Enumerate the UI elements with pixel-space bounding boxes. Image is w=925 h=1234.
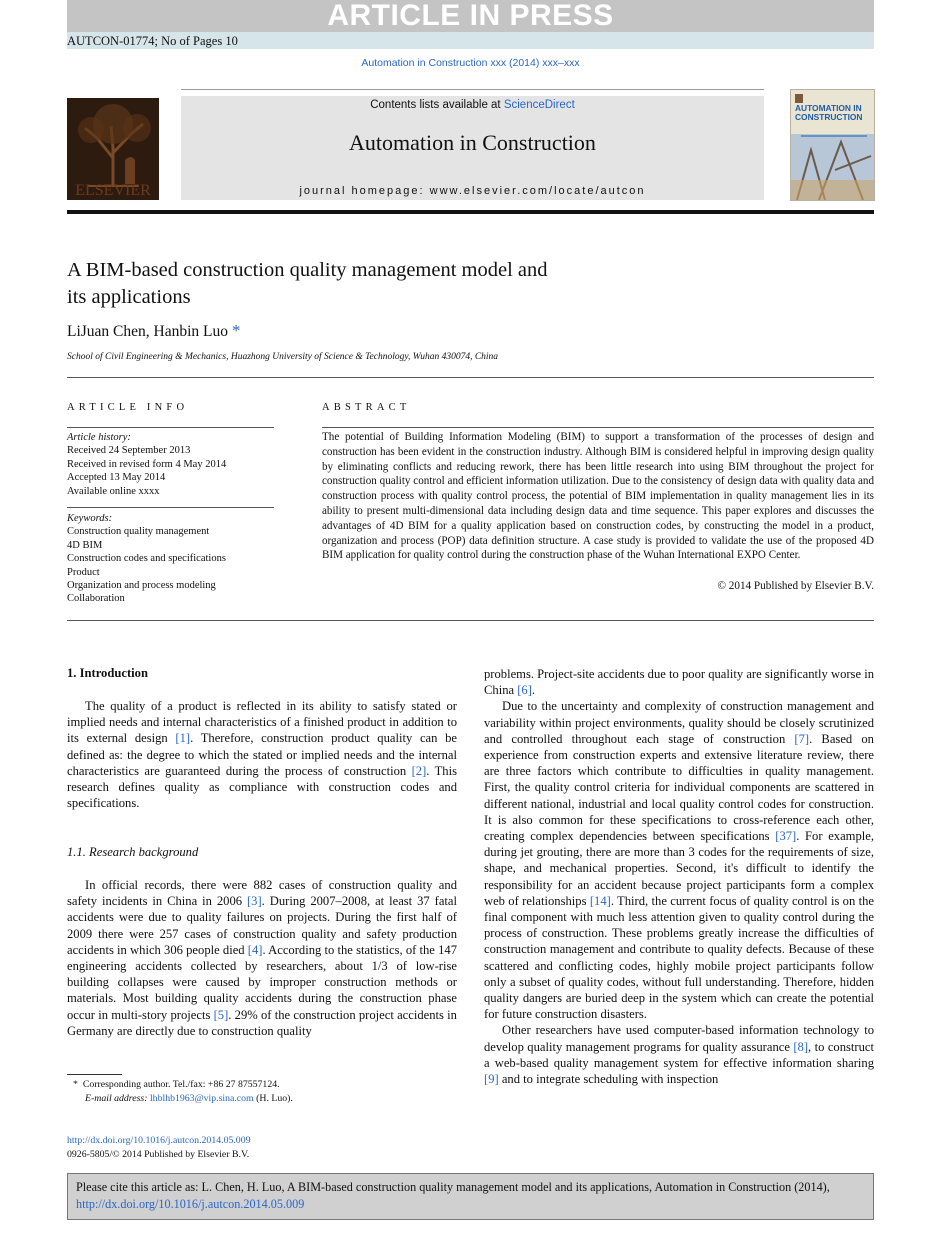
journal-title: Automation in Construction: [349, 130, 596, 155]
keyword: Organization and process modeling: [67, 580, 216, 592]
abstract-rule: [322, 427, 874, 428]
history-online: Available online xxxx: [67, 485, 160, 497]
keyword: Construction codes and specifications: [67, 553, 226, 565]
author-list: [67, 321, 240, 341]
intro-paragraph: The quality of a product is reflected in its ability to satisfy stated or implied needs and internal characteristics of a finished product in addition to its external design [1]. Therefore, construction product quality can be defined as: the degree to which the stated or implied needs and the internal characteristics are guaranteed during the process of construction [2]. This research defines quality as compliance with construction codes and specifications.: [67, 699, 457, 811]
right-column-text: [484, 666, 874, 1087]
cite-doi-link[interactable]: http://dx.doi.org/10.1016/j.autcon.2014.05.009: [76, 1196, 305, 1211]
citation-link[interactable]: [2]: [411, 763, 427, 778]
article-title: A BIM-based construction quality management model and its applications: [67, 259, 548, 308]
paragraph-other-research: Other researchers have used computer-based information technology to develop quality management programs for quality assurance [8], to construct a web-based quality management system for effective information sharing [9] and to integrate scheduling with inspection: [484, 1023, 874, 1087]
title-divider: [67, 377, 874, 378]
header-thick-rule: [67, 210, 874, 214]
citation-link[interactable]: [9]: [484, 1072, 499, 1087]
history-revised: Received in revised form 4 May 2014: [67, 458, 227, 470]
author-email-link[interactable]: lhblhb1963@vip.sina.com: [149, 1092, 254, 1104]
abstract-text: The potential of Building Information Modeling (BIM) to support a transformation of the processes of design and construction has been evident in the construction industry. Although BIM is considered helpful in improving design quality by eliminating conflicts and reducing rework, there has been little research into using BIM throughout the project for construction quality control and efficient information utilization. Due to the consistency of design data with quality data and construction process with quality control process, the potential of BIM implementation in quality management lies in its ability to present multi-dimensional data including design data and time sequence. This paper explores and discusses the advantages of 4D BIM for a quality application based on construction codes, by constructing the model in a product, organization and process (POP) data definition structure. A case study is provided to validate the use of the proposed 4D BIM application for quality control during the construction phase of the Wuhan International EXPO Center.: [322, 431, 874, 562]
front-matter-divider: [67, 620, 874, 621]
cite-text: Please cite this article as: L. Chen, H. Luo, A BIM-based construction quality management model and its applications, Automation in Construction (2014),: [76, 1180, 830, 1194]
issn-line: 0926-5805/© 2014 Published by Elsevier B.V.: [67, 1148, 250, 1160]
citation-link[interactable]: [37]: [775, 829, 797, 844]
corresponding-author-mark[interactable]: *: [231, 321, 241, 340]
citation-link[interactable]: [3]: [246, 894, 262, 909]
abstract-heading: ABSTRACT: [322, 402, 411, 413]
citation-link[interactable]: [4]: [247, 942, 263, 957]
affiliation: School of Civil Engineering & Mechanics, Huazhong University of Science & Technology, Wuhan 430074, China: [67, 352, 499, 362]
subsection-heading-research-background: 1.1. Research background: [67, 845, 199, 859]
elsevier-wordmark: ELSEVIER: [75, 182, 151, 199]
article-in-press-banner: ARTICLE IN PRESS: [67, 0, 874, 32]
keywords-label: Keywords:: [67, 513, 113, 524]
article-info-heading: ARTICLE INFO: [67, 402, 189, 413]
history-accepted: Accepted 13 May 2014: [67, 472, 166, 484]
keyword: 4D BIM: [67, 539, 103, 551]
journal-cover-thumbnail[interactable]: [790, 89, 875, 201]
cover-title: AUTOMATION IN CONSTRUCTION: [795, 103, 863, 122]
abstract-copyright: © 2014 Published by Elsevier B.V.: [717, 580, 874, 592]
sciencedirect-link[interactable]: ScienceDirect: [503, 99, 575, 111]
citation-link[interactable]: [7]: [794, 731, 810, 746]
background-paragraph: In official records, there were 882 cases of construction quality and safety incidents in China in 2006 [3]. During 2007–2008, at least 37 fatal accidents were due to quality failures on projects. During the first half of 2009 there were 257 cases of construction quality and safety production accidents in which 306 people died [4]. According to the statistics, of the 147 engineering accidents collected by researchers, about 1/3 of low-rise building collapses were caused by improper construction methods or materials. Most building quality accidents during the construction phase occur in multi-story projects [5]. 29% of the construction project accidents in Germany are directly due to construction quality: [67, 878, 457, 1038]
keyword: Product: [67, 566, 100, 578]
document-id: AUTCON-01774; No of Pages 10: [67, 34, 238, 48]
history-received: Received 24 September 2013: [67, 445, 191, 457]
paragraph-difficulties: Due to the uncertainty and complexity of construction management and variability within project environments, quality should be closely scrutinized and controlled throughout each stage of construction [7]. Based on experience from construction experts and extensive literature review, there are three factors which contribute to difficulties in quality management. First, the quality control criteria for individual components are scattered in different national, industrial and local quality control codes for construction. It is also common for these specifications to cross-reference each other, creating complex dependencies between specifications [37]. For example, during jet grouting, there are more than 3 codes for the requirements of size, shape, and mechanical properties. Second, it's difficult to identify the responsibility for an accident because project participants form a complex web of relationships [14]. Third, the current focus of quality control is on the final component with much less attention given to quality control during the process of construction. These problems greatly increase the difficulties of construction management and contribute to quality defects. Because of these scattered and conflicting codes, highly mobile project participants follow only a subset of quality codes, without full understanding. Therefore, hidden quality dangers are buried deep in the system which can create the potential for future construction disasters.: [484, 699, 874, 1022]
document-id-bar: [67, 32, 874, 49]
history-label: Article history:: [67, 432, 131, 443]
citation-link[interactable]: [6]: [517, 683, 532, 698]
footnote-rule: [67, 1074, 122, 1075]
citation-link[interactable]: [8]: [793, 1039, 809, 1054]
journal-homepage[interactable]: journal homepage: www.elsevier.com/locate/autcon: [299, 185, 646, 197]
footnote-mark: *: [73, 1079, 78, 1090]
corresponding-author-footnote: * Corresponding author. Tel./fax: +86 27 87557124. E-mail address: lhblhb1963@vip.sina.com (H. Luo).: [73, 1079, 293, 1104]
keywords-rule: [67, 507, 274, 508]
article-info-rule: [67, 427, 274, 428]
keyword: Construction quality management: [67, 526, 210, 538]
please-cite-box: [67, 1173, 874, 1220]
citation-link[interactable]: [14]: [589, 893, 611, 908]
doi-link[interactable]: http://dx.doi.org/10.1016/j.autcon.2014.05.009: [67, 1135, 251, 1146]
authors: LiJuan Chen, Hanbin Luo: [67, 323, 229, 340]
section-heading-introduction: 1. Introduction: [67, 666, 148, 680]
citation-link[interactable]: [5]: [213, 1007, 229, 1022]
journal-reference-link[interactable]: Automation in Construction xxx (2014) xxx–xxx: [361, 57, 580, 69]
doi-footer: [67, 1134, 467, 1161]
citation-link[interactable]: [1]: [175, 731, 191, 746]
paragraph-continuation: problems. Project-site accidents due to poor quality are significantly worse in China [6].: [484, 667, 874, 698]
contents-prefix: Contents lists available at: [370, 99, 504, 111]
header-top-rule: [181, 89, 764, 90]
keyword: Collaboration: [67, 593, 125, 605]
contents-line: [181, 99, 764, 111]
elsevier-logo[interactable]: [67, 98, 159, 200]
article-history: [67, 431, 274, 498]
keywords: [67, 512, 274, 606]
